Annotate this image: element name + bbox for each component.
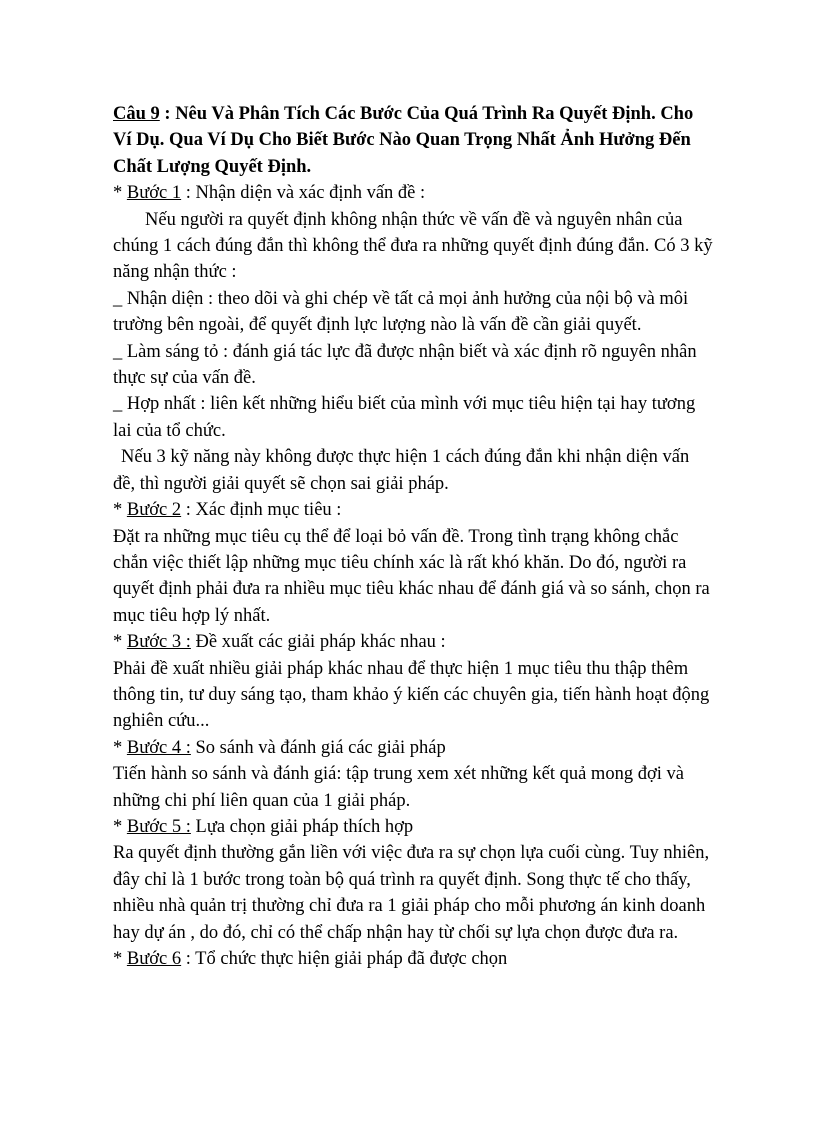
step-title-6: : Tổ chức thực hiện giải pháp đã được chọn <box>181 949 508 969</box>
step-label-4: Bước 4 : <box>126 737 191 758</box>
question-label: Câu 9 <box>113 104 160 124</box>
question-text: : Nêu Và Phân Tích Các Bước Của Quá Trình Ra Quyết Định. Cho Ví Dụ. Qua Ví Dụ Cho Biết Bước Nào Quan Trọng Nhất Ảnh Hưởng Đến Chất Lượng Quyết Định. <box>113 104 694 177</box>
step1-intro: Nếu người ra quyết định không nhận thức về vấn đề và nguyên nhân của chúng 1 cách đúng đắn thì không thể đưa ra những quyết định đúng đắn. Có 3 kỹ năng nhận thức : <box>113 209 713 283</box>
step-title-3: Đề xuất các giải pháp khác nhau : <box>190 632 446 653</box>
step-heading-4: * Bước 4 : So sánh và đánh giá các giải pháp <box>113 737 446 758</box>
step-title-1: : Nhận diện và xác định vấn đề : <box>181 183 426 204</box>
step1-skill-clarify: _ Làm sáng tỏ : đánh giá tác lực đã được nhận biết và xác định rõ nguyên nhân thực sự của vấn đề. <box>113 341 697 389</box>
step1-skill-identify: _ Nhận diện : theo dõi và ghi chép về tất cả mọi ảnh hưởng của nội bộ và môi trường bên ngoài, để quyết định lực lượng nào là vấn đề cần giải quyết. <box>113 288 689 336</box>
step-label-3: Bước 3 : <box>126 632 191 653</box>
step2-body: Đặt ra những mục tiêu cụ thể để loại bỏ vấn đề. Trong tình trạng không chắc chắn việc thiết lập những mục tiêu chính xác là rất khó khăn. Do đó, người ra quyết định phải đưa ra nhiều mục tiêu khác nhau để đánh giá và so sánh, chọn ra mục tiêu hợp lý nhất. <box>113 526 710 626</box>
step1-conclusion: Nếu 3 kỹ năng này không được thực hiện 1 cách đúng đắn khi nhận diện vấn đề, thì người giải quyết sẽ chọn sai giải pháp. <box>113 447 690 494</box>
document-title <box>113 101 713 180</box>
step-heading-1: * Bước 1 : Nhận diện và xác định vấn đề : <box>113 183 426 204</box>
step-title-4: So sánh và đánh giá các giải pháp <box>190 737 446 758</box>
step-heading-3: * Bước 3 : Đề xuất các giải pháp khác nhau : <box>113 632 446 653</box>
step-heading-6: * Bước 6 : Tổ chức thực hiện giải pháp đã được chọn <box>113 949 508 969</box>
step-label-1: Bước 1 <box>126 183 182 204</box>
document-page <box>113 101 713 972</box>
step-title-2: : Xác định mục tiêu : <box>181 500 342 521</box>
step1-skill-merge: _ Hợp nhất : liên kết những hiểu biết của mình với mục tiêu hiện tại hay tương lai của tổ chức. <box>113 394 696 441</box>
step-heading-2: * Bước 2 : Xác định mục tiêu : <box>113 500 342 521</box>
step-label-5: Bước 5 : <box>126 816 191 837</box>
step-label-6: Bước 6 <box>126 949 182 969</box>
step-label-2: Bước 2 <box>126 500 182 521</box>
step4-body: Tiến hành so sánh và đánh giá: tập trung xem xét những kết quả mong đợi và những chi phí liên quan của 1 giải pháp. <box>113 764 684 811</box>
step-title-5: Lựa chọn giải pháp thích hợp <box>190 816 414 837</box>
step-heading-5: * Bước 5 : Lựa chọn giải pháp thích hợp <box>113 816 414 837</box>
step3-body: Phải đề xuất nhiều giải pháp khác nhau để thực hiện 1 mục tiêu thu thập thêm thông tin, tư duy sáng tạo, tham khảo ý kiến các chuyên gia, tiến hành hoạt động nghiên cứu... <box>113 658 710 732</box>
step5-body: Ra quyết định thường gắn liền với việc đưa ra sự chọn lựa cuối cùng. Tuy nhiên, đây chỉ là 1 bước trong toàn bộ quá trình ra quyết định. Song thực tế cho thấy, nhiều nhà quản trị thường chỉ đưa ra 1 giải pháp cho mỗi phương án kinh doanh hay dự án , do đó, chỉ có thể chấp nhận hay từ chối sự lựa chọn được đưa ra. <box>113 843 710 943</box>
